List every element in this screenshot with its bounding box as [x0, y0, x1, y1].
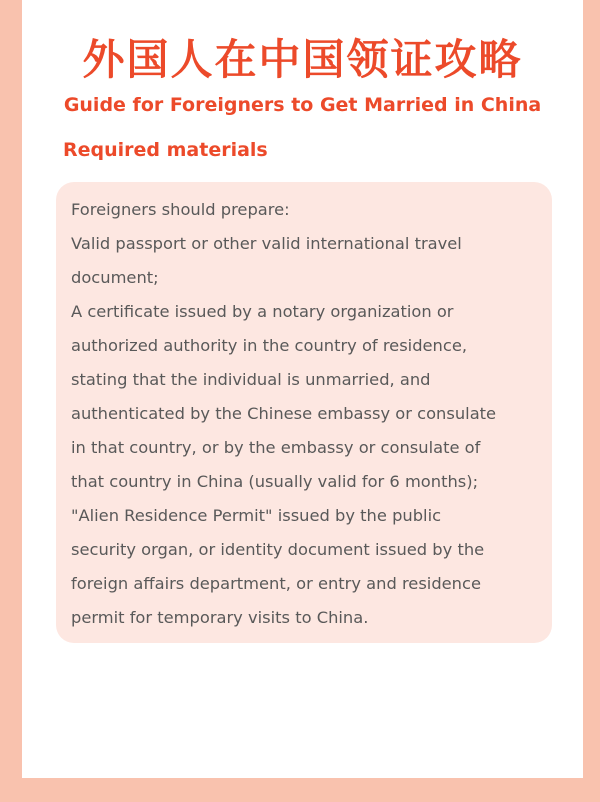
content-line: authorized authority in the country of residence, [71, 336, 468, 355]
content-line: Foreigners should prepare: [71, 200, 290, 219]
section-heading: Required materials [63, 139, 268, 161]
content-text [71, 193, 496, 635]
content-line: A certificate issued by a notary organization or [71, 302, 454, 321]
content-line: authenticated by the Chinese embassy or consulate [71, 404, 497, 423]
content-line: "Alien Residence Permit" issued by the public [71, 506, 442, 525]
content-box [56, 182, 552, 643]
page-card [22, 0, 583, 778]
content-line: stating that the individual is unmarried, and [71, 370, 431, 389]
content-line: security organ, or identity document issued by the [71, 540, 485, 559]
content-line: that country in China (usually valid for 6 months); [71, 472, 479, 491]
page-title-english: Guide for Foreigners to Get Married in China [63, 94, 542, 116]
content-line: in that country, or by the embassy or consulate of [71, 438, 481, 457]
page-title-chinese: 外国人在中国领证攻略 [82, 35, 523, 84]
content-line: Valid passport or other valid international travel [71, 234, 462, 253]
content-line: foreign affairs department, or entry and residence [71, 574, 481, 593]
content-line: document; [71, 268, 159, 287]
content-line: permit for temporary visits to China. [71, 608, 369, 627]
